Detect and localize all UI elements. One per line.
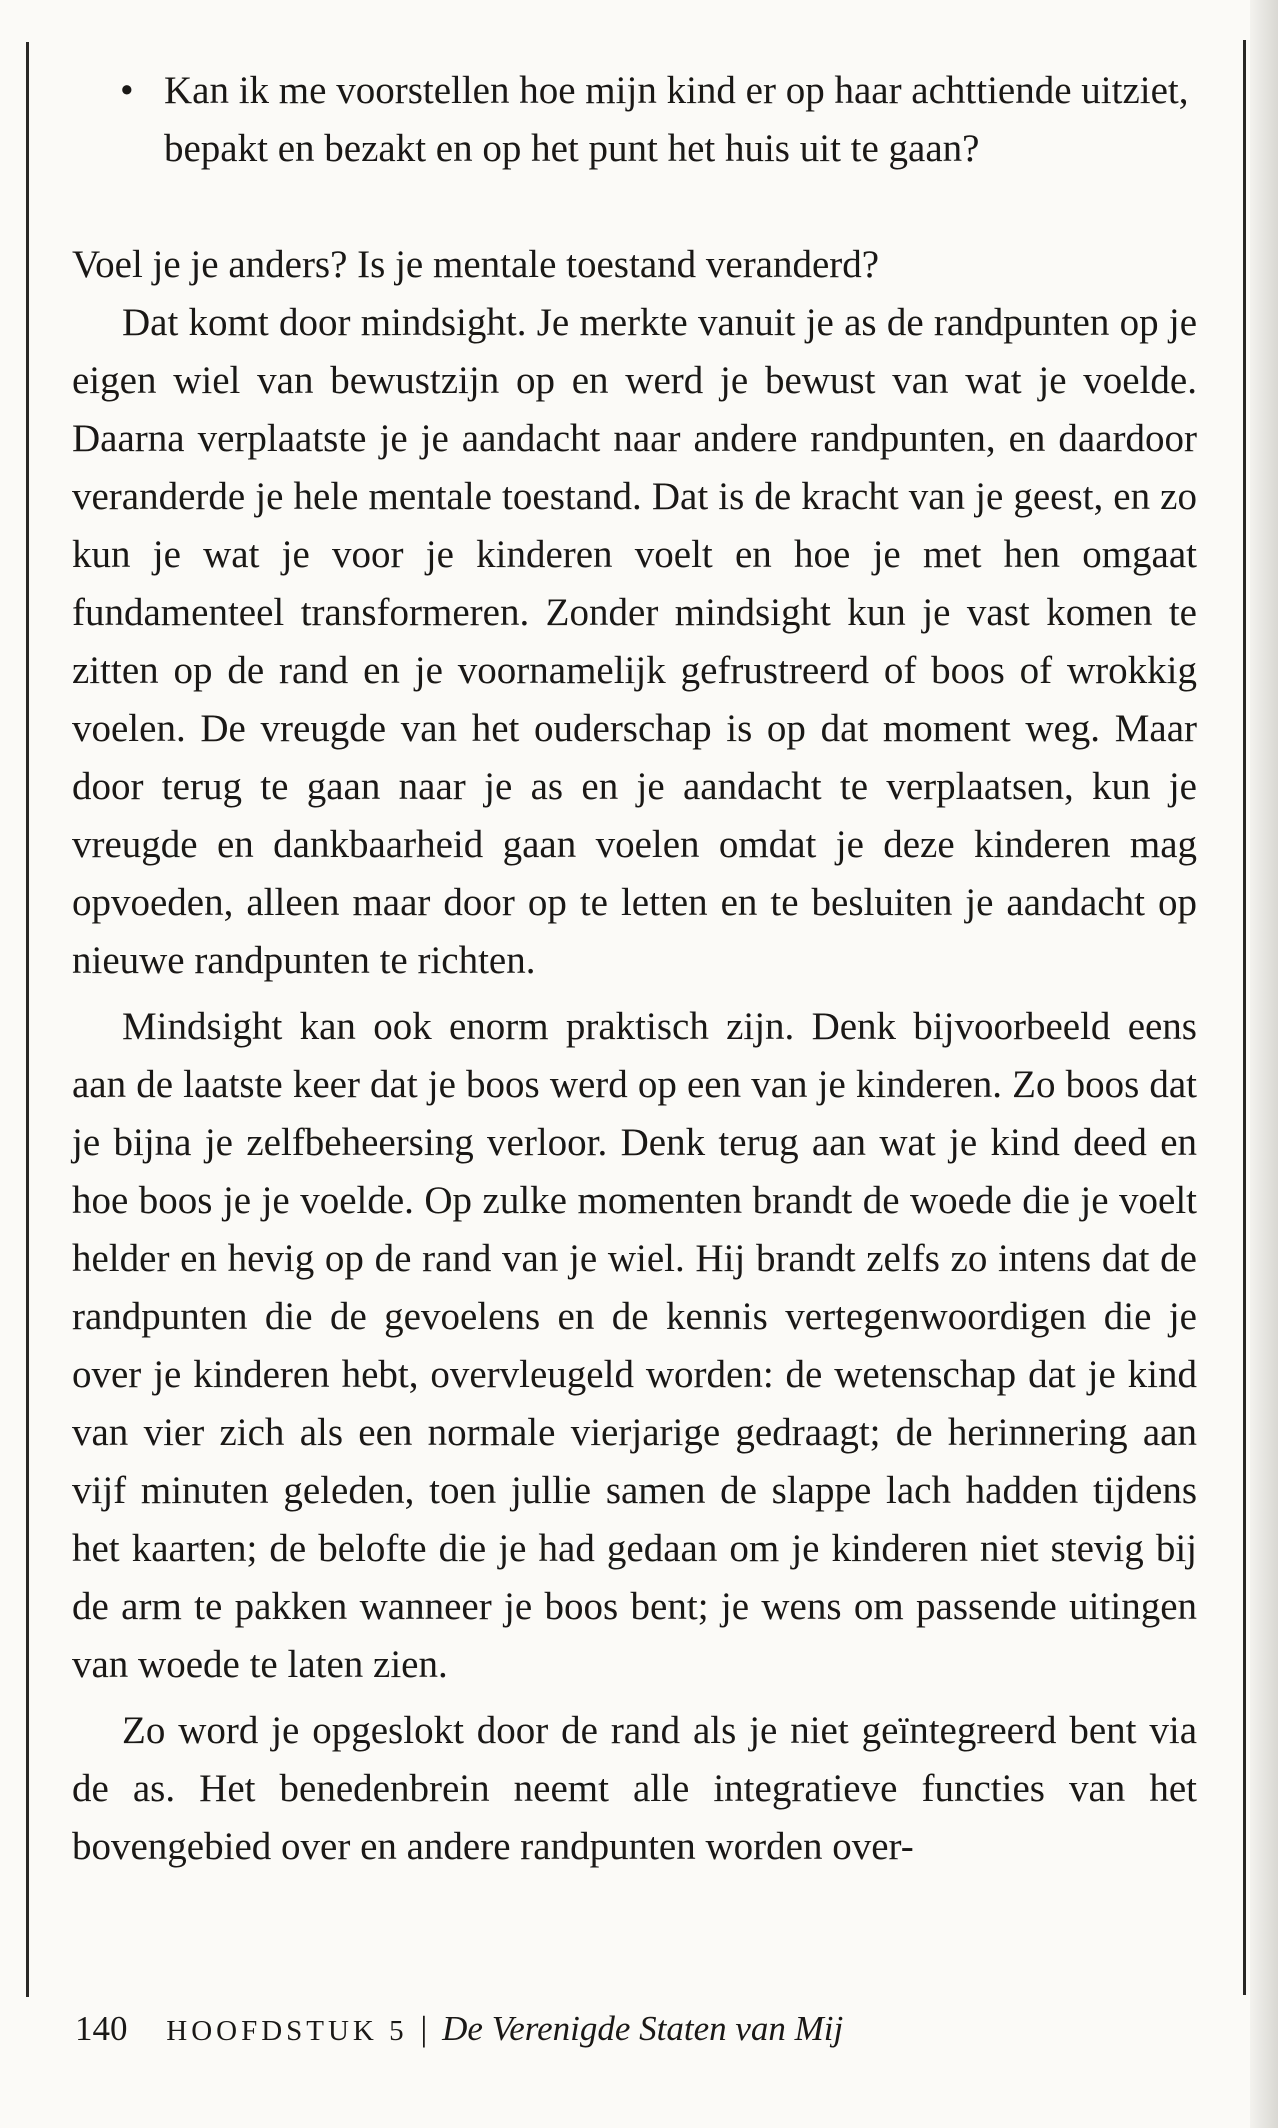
bullet-dot-icon: • xyxy=(120,69,134,112)
paragraph-2: Dat komt door mindsight. Je merkte vanuit je as de randpunten op je eigen wiel van bewustzijn op en werd je bewust van wat je voelde. Daarna verplaatste je je aandacht naar andere randpunten, en daardoor veranderde je hele mentale toestand. Dat is de kracht van je geest, en zo kun je wat je voor je kinderen voelt en hoe je met hen omgaat fundamenteel transformeren. Zonder mindsight kun je vast komen te zitten op de rand en je voornamelijk gefrustreerd of boos of wrokkig voelen. De vreugde van het ouderschap is op dat moment weg. Maar door terug te gaan naar je as en je aandacht te verplaatsen, kun je vreugde en dankbaarheid gaan voelen omdat je deze kinderen mag opvoeden, alleen maar door op te letten en te besluiten je aandacht op nieuwe randpunten te richten. xyxy=(72,301,1197,982)
body-text xyxy=(72,62,1197,1876)
chapter-label: HOOFDSTUK 5 xyxy=(166,2015,408,2047)
chapter-title: De Verenigde Staten van Mij xyxy=(442,2009,844,2048)
paragraph-3: Mindsight kan ook enorm praktisch zijn. Denk bijvoorbeeld eens aan de laatste keer dat je boos werd op een van je kinderen. Zo boos dat je bijna je zelfbeheersing verloor. Denk terug aan wat je kind deed en hoe boos je je voelde. Op zulke momenten brandt de woede die je voelt helder en hevig op de rand van je wiel. Hij brandt zelfs zo intens dat de randpunten die de gevoelens en de kennis vertegenwoordigen die je over je kinderen hebt, overvleugeld worden: de wetenschap dat je kind van vier zich als een normale vierjarige gedraagt; de herinnering aan vijf minuten geleden, toen jullie samen de slappe lach hadden tijdens het kaarten; de belofte die je had gedaan om je kinderen niet stevig bij de arm te pakken wanneer je boos bent; je wens om passende uitingen van woede te laten zien. xyxy=(72,1005,1197,1686)
paragraph-4: Zo word je opgeslokt door de rand als je niet geïntegreerd bent via de as. Het benedenbrein neemt alle integratieve functies van het bovengebied over en andere randpunten worden over- xyxy=(72,1709,1197,1868)
paragraph-1: Voel je je anders? Is je mentale toestand veranderd? xyxy=(72,243,880,286)
left-margin-rule xyxy=(26,42,29,1997)
page-number: 140 xyxy=(75,2009,128,2048)
bullet-text: Kan ik me voorstellen hoe mijn kind er op haar achttiende uitziet, bepakt en bezakt en op het punt het huis uit te gaan? xyxy=(164,69,1189,170)
bullet-item xyxy=(72,62,1197,178)
page-edge-shadow xyxy=(1250,0,1278,2128)
footer-separator: | xyxy=(420,2009,428,2048)
running-footer xyxy=(75,2005,843,2055)
right-margin-rule xyxy=(1243,40,1246,1995)
